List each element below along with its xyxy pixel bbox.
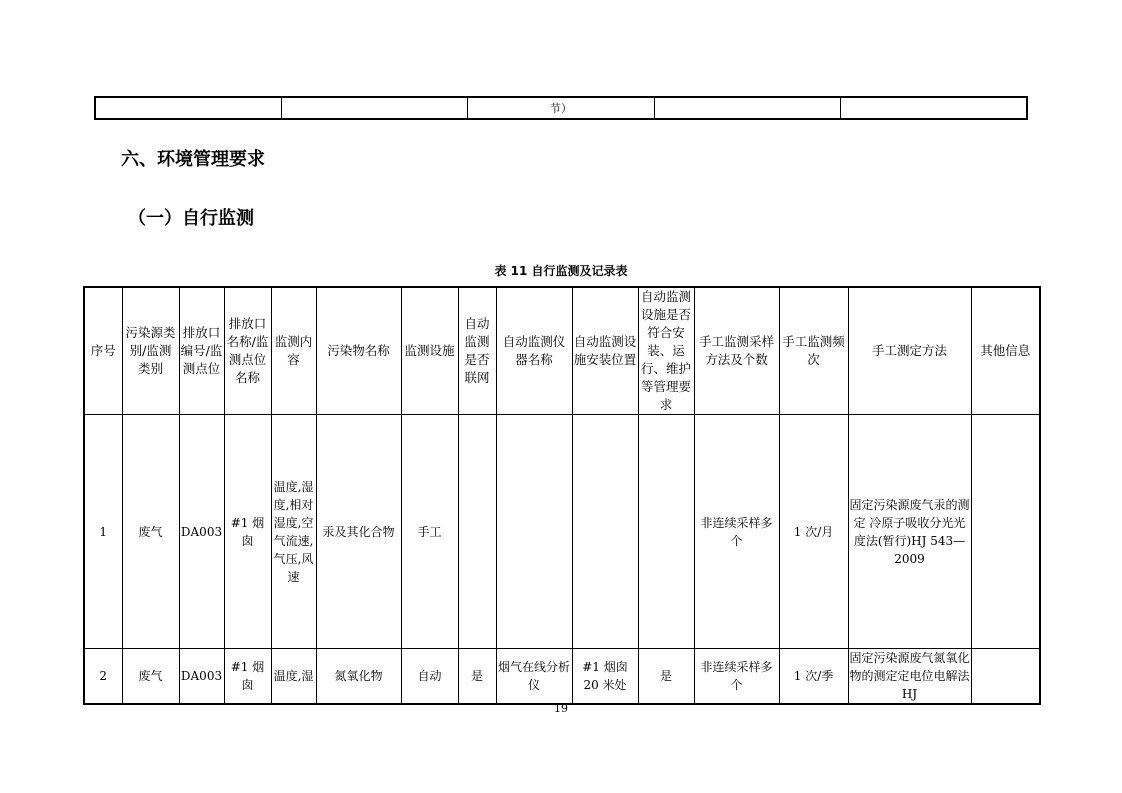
table-cell xyxy=(971,415,1040,649)
monitoring-table xyxy=(83,286,1041,705)
table-header-row xyxy=(84,287,1040,415)
column-header: 排放口名称/监测点位名称 xyxy=(224,287,271,415)
subsection-heading: （一）自行监测 xyxy=(128,208,254,229)
table-row xyxy=(84,649,1040,705)
table-cell: 非连续采样多个 xyxy=(694,415,779,649)
table-cell: 固定污染源废气汞的测定 冷原子吸收分光光度法(暂行)HJ 543—2009 xyxy=(848,415,971,649)
column-header: 监测设施 xyxy=(401,287,458,415)
table-cell: DA003 xyxy=(179,649,224,705)
column-header: 手工测定方法 xyxy=(848,287,971,415)
column-header: 自动监测是否联网 xyxy=(458,287,496,415)
table-cell: 手工 xyxy=(401,415,458,649)
table-cell: 温度,湿 xyxy=(271,649,316,705)
table-cell: #1 烟囱 xyxy=(224,415,271,649)
table-cell: 废气 xyxy=(122,649,179,705)
page-number: 19 xyxy=(554,702,568,715)
previous-table-fragment xyxy=(94,96,1028,120)
table-row xyxy=(84,415,1040,649)
table-cell xyxy=(458,415,496,649)
column-header: 污染源类别/监测类别 xyxy=(122,287,179,415)
table-cell: 节） xyxy=(468,97,654,119)
table-cell xyxy=(95,97,281,119)
column-header: 其他信息 xyxy=(971,287,1040,415)
table-cell: 2 xyxy=(84,649,122,705)
column-header: 手工监测频次 xyxy=(779,287,848,415)
table-cell: 1 次/季 xyxy=(779,649,848,705)
column-header: 监测内容 xyxy=(271,287,316,415)
table-cell: 废气 xyxy=(122,415,179,649)
table-cell xyxy=(281,97,467,119)
table-cell xyxy=(496,415,572,649)
table-cell: #1 烟囱 xyxy=(224,649,271,705)
table-cell xyxy=(971,649,1040,705)
column-header: 自动监测设施是否符合安装、运行、维护等管理要求 xyxy=(638,287,694,415)
table-cell xyxy=(638,415,694,649)
table-cell xyxy=(572,415,638,649)
table-cell xyxy=(841,97,1027,119)
table-cell: 汞及其化合物 xyxy=(316,415,401,649)
table-row xyxy=(95,97,1027,119)
table-cell: #1 烟囱 20 米处 xyxy=(572,649,638,705)
column-header: 排放口编号/监测点位 xyxy=(179,287,224,415)
table-cell: 固定污染源废气氮氧化物的测定定电位电解法 HJ xyxy=(848,649,971,705)
column-header: 自动监测仪器名称 xyxy=(496,287,572,415)
table-caption: 表 11 自行监测及记录表 xyxy=(494,264,628,278)
table-cell: 1 次/月 xyxy=(779,415,848,649)
column-header: 序号 xyxy=(84,287,122,415)
section-heading: 六、环境管理要求 xyxy=(121,149,265,170)
table-cell: 温度,湿度,相对湿度,空气流速,气压,风速 xyxy=(271,415,316,649)
table-cell xyxy=(654,97,840,119)
table-cell: DA003 xyxy=(179,415,224,649)
table-cell: 是 xyxy=(458,649,496,705)
column-header: 手工监测采样方法及个数 xyxy=(694,287,779,415)
table-cell: 自动 xyxy=(401,649,458,705)
table-cell: 氮氧化物 xyxy=(316,649,401,705)
table-cell: 非连续采样多个 xyxy=(694,649,779,705)
table-cell: 是 xyxy=(638,649,694,705)
table-cell: 1 xyxy=(84,415,122,649)
column-header: 污染物名称 xyxy=(316,287,401,415)
column-header: 自动监测设施安装位置 xyxy=(572,287,638,415)
table-cell: 烟气在线分析仪 xyxy=(496,649,572,705)
